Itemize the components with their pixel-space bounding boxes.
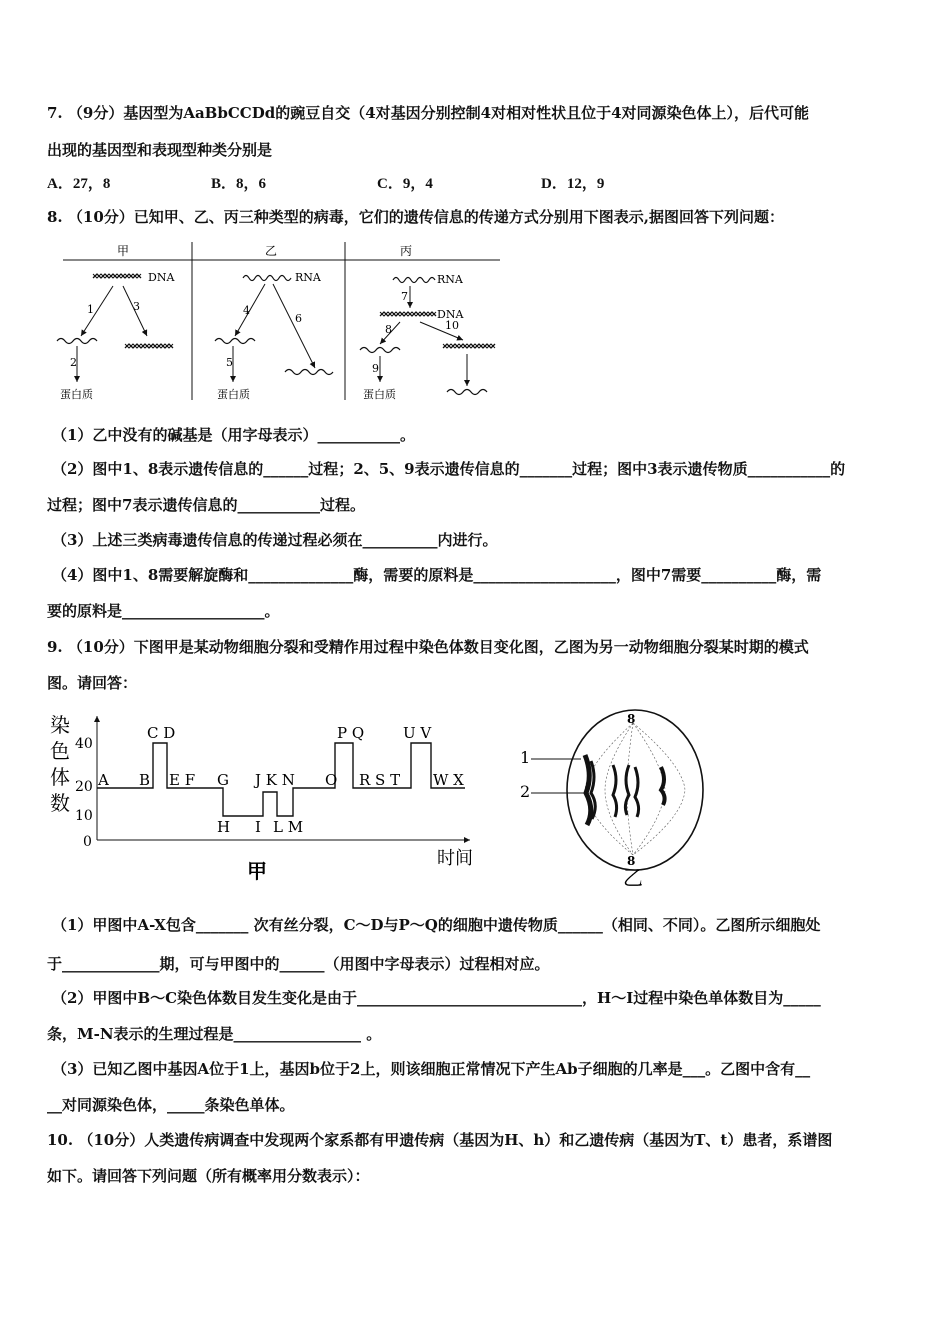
yi-protein: 蛋白质 xyxy=(217,388,250,401)
jia-protein: 蛋白质 xyxy=(60,388,93,401)
q7-option-c: C．9，4 xyxy=(377,176,433,192)
letter-b: B xyxy=(139,771,151,789)
bing-num-10: 10 xyxy=(445,319,459,332)
letter-h: H xyxy=(217,818,231,836)
letter-i: I xyxy=(255,818,261,836)
yi-num-4: 4 xyxy=(243,304,250,317)
chromosome-1 xyxy=(585,755,591,825)
graph-caption: 甲 xyxy=(247,859,267,883)
q9-part2-line2: 条，M-N表示的生理过程是_________________ 。 xyxy=(47,1025,382,1043)
chromosome-count-graph xyxy=(45,710,485,890)
bing-rna-label: RNA xyxy=(437,273,463,286)
jia-dna-label: DNA xyxy=(148,271,175,284)
header-bing: 丙 xyxy=(400,244,413,258)
yi-rna-label: RNA xyxy=(295,271,321,284)
q9-stem-line1: 9. （10分）下图甲是某动物细胞分裂和受精作用过程中染色体数目变化图，乙图为另一动物细胞分裂某时期的模式 xyxy=(47,638,809,656)
ylabel-2: 色 xyxy=(50,739,70,763)
letters-jkn: J K N xyxy=(255,771,295,789)
jia-mrna xyxy=(57,339,97,344)
ytick-20: 20 xyxy=(75,779,93,795)
letter-g: G xyxy=(217,771,229,789)
yi-rna-copy xyxy=(285,370,333,375)
bing-rna-strand xyxy=(393,278,435,283)
header-jia: 甲 xyxy=(117,244,130,258)
bing-num-7: 7 xyxy=(401,290,408,303)
q10-stem-line2: 如下。请回答下列问题（所有概率用分数表示）： xyxy=(47,1167,370,1185)
yi-mrna xyxy=(215,339,255,344)
bing-protein: 蛋白质 xyxy=(363,388,396,401)
letters-uv: U V xyxy=(403,724,432,742)
q8-part2-line1: （2）图中1、8表示遗传信息的______过程；2、5、9表示遗传信息的_______过程；图中3表示遗传物质___________的 xyxy=(52,460,846,478)
xlabel-time: 时间 xyxy=(437,848,473,869)
bing-dna-label: DNA xyxy=(437,308,464,321)
cell-caption: 乙 xyxy=(623,866,643,890)
yi-rna-strand xyxy=(243,276,291,281)
ylabel-3: 体 xyxy=(50,765,70,789)
q8-part4-line2: 要的原料是___________________。 xyxy=(47,602,280,620)
letter-o: O xyxy=(325,771,338,789)
letter-a: A xyxy=(98,771,109,789)
q10-stem-line1: 10. （10分）人类遗传病调查中发现两个家系都有甲遗传病（基因为H、h）和乙遗传病（基因为T、t）患者，系谱图 xyxy=(47,1131,833,1149)
cell-label-1: 1 xyxy=(520,748,531,767)
bing-mrna xyxy=(360,348,400,353)
q8-part2-line2: 过程；图中7表示遗传信息的___________过程。 xyxy=(47,496,365,514)
jia-num-1: 1 xyxy=(87,303,94,316)
centriole-bottom: 8 xyxy=(627,854,636,868)
letters-ef: E F xyxy=(169,771,196,789)
q8-part1: （1）乙中没有的碱基是（用字母表示）___________。 xyxy=(52,426,415,444)
bing-num-8: 8 xyxy=(385,323,392,336)
cell-label-2: 2 xyxy=(520,782,531,801)
yi-num-5: 5 xyxy=(226,356,233,369)
letters-wx: W X xyxy=(433,771,464,789)
q8-stem: 8. （10分）已知甲、乙、丙三种类型的病毒，它们的遗传信息的传递方式分别用下图表示,据图回答下列问题： xyxy=(47,208,784,226)
bing-rna-copy xyxy=(447,390,487,395)
q8-part4-line1: （4）图中1、8需要解旋酶和______________酶，需要的原料是___________________，图中7需要__________酶，需 xyxy=(52,566,822,584)
q9-part1-line2: 于_____________期，可与甲图中的______（用图中字母表示）过程相对应。 xyxy=(47,955,550,973)
q9-part3-line2: __对同源染色体，_____条染色单体。 xyxy=(47,1096,295,1114)
q8-part3: （3）上述三类病毒遗传信息的传递过程必须在__________内进行。 xyxy=(52,531,498,549)
jia-num-3: 3 xyxy=(133,300,140,313)
letters-lm: L M xyxy=(273,818,304,836)
q7-option-d: D．12，9 xyxy=(541,176,605,192)
q7-stem-line1: 7. （9分）基因型为AaBbCCDd的豌豆自交（4对基因分别控制4对相对性状且位于4对同源染色体上），后代可能 xyxy=(47,104,810,122)
q9-stem-line2: 图。请回答： xyxy=(47,674,138,692)
q7-option-a: A．27，8 xyxy=(47,176,111,192)
virus-transfer-diagram xyxy=(55,240,515,405)
bing-num-9: 9 xyxy=(372,362,379,375)
jia-num-2: 2 xyxy=(70,356,77,369)
yi-num-6: 6 xyxy=(295,312,302,325)
q9-part2-line1: （2）甲图中B～C染色体数目发生变化是由于______________________________，H～I过程中染色单体数目为_____ xyxy=(52,989,821,1007)
letters-pq: P Q xyxy=(337,724,365,742)
q9-part3-line1: （3）已知乙图中基因A位于1上，基因b位于2上，则该细胞正常情况下产生Ab子细胞的几率是___。乙图中含有__ xyxy=(52,1060,811,1078)
centriole-top: 8 xyxy=(627,712,636,726)
ytick-40: 40 xyxy=(75,736,93,752)
ytick-0: 0 xyxy=(83,834,92,850)
letters-cd: C D xyxy=(147,724,176,742)
header-yi: 乙 xyxy=(265,244,278,258)
ylabel-4: 数 xyxy=(50,791,70,815)
ytick-10: 10 xyxy=(75,808,93,824)
cell-division-diagram xyxy=(515,705,715,890)
letters-rst: R S T xyxy=(359,771,401,789)
q9-part1-line1: （1）甲图中A-X包含_______ 次有丝分裂，C～D与P～Q的细胞中遗传物质______（相同、不同）。乙图所示细胞处 xyxy=(52,916,821,934)
q7-stem-line2: 出现的基因型和表现型种类分别是 xyxy=(47,141,273,159)
ylabel-1: 染 xyxy=(50,713,70,737)
q7-option-b: B．8，6 xyxy=(211,176,267,192)
